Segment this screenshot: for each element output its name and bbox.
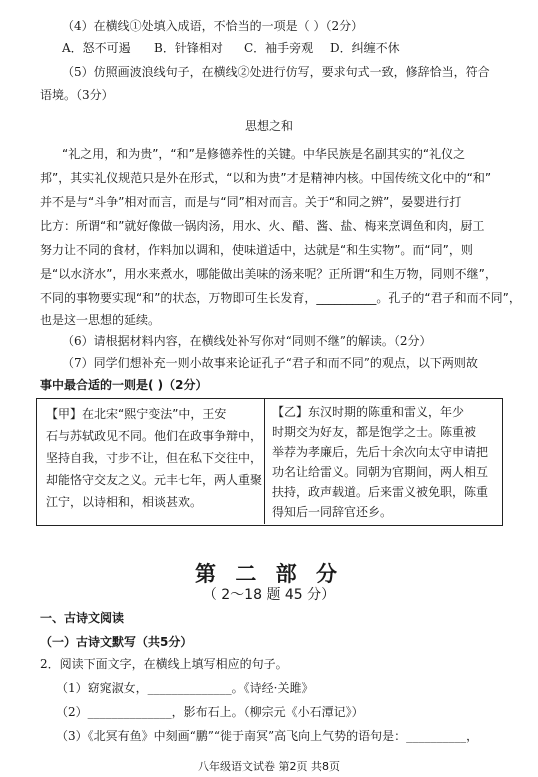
q5-line1: （5）仿照画波浪线句子，在横线②处进行仿写，要求句式一致，修辞恰当，符合 bbox=[62, 65, 490, 79]
q2-stem: 2．阅读下面文字，在横线上填写相应的句子。 bbox=[40, 657, 288, 671]
q5-line2: 语境。（3分） bbox=[40, 88, 114, 102]
q4-option-b: B．针锋相对 bbox=[154, 41, 223, 55]
recite-2: （2）______________，影布石上。（柳宗元《小石潭记》） bbox=[56, 705, 364, 719]
essay-line-6: 是“以水济水”，用水来煮水，哪能做出美味的汤来呢？正所谓“和生万物，同则不继”， bbox=[40, 267, 497, 281]
essay-line-2: 邦”，其实礼仪规范只是外在形式，“以和为贵”才是精神内核。中国传统文化中的“和” bbox=[40, 171, 492, 185]
recite-3: （3）《北冥有鱼》中刻画“鹏”“徙于南冥”高飞向上气势的语句是：__________， bbox=[56, 729, 479, 743]
recite-1: （1）窈窕淑女，______________。《诗经·关雎》 bbox=[56, 681, 314, 695]
story-b-line-1: 【乙】东汉时期的陈重和雷义，年少 bbox=[272, 405, 465, 419]
q6-stem: （6）请根据材料内容，在横线处补写你对“同则不继”的解读。（2分） bbox=[62, 334, 432, 348]
q4-stem: （4）在横线①处填入成语，不恰当的一项是（ ）（2分） bbox=[62, 19, 364, 33]
essay-line-3: 并不是与“斗争”相对而言，而是与“同”相对而言。关于“和同之辨”，晏婴进行打 bbox=[40, 195, 462, 209]
q7-line2: 事中最合适的一则是( )（2分） bbox=[40, 378, 208, 392]
story-a-line-4: 却能恪守交友之义。元丰七年，两人重聚 bbox=[46, 473, 263, 487]
q7-line1: （7）同学们想补充一则小故事来论证孔子“君子和而不同”的观点，以下两则故 bbox=[62, 356, 478, 370]
q4-option-c: C．袖手旁观 bbox=[244, 41, 314, 55]
story-a-line-3: 坚持自我，寸步不让，但在私下交往中， bbox=[46, 451, 263, 465]
essay-line-5: 努力让不同的食材，作料加以调和，使味道适中，达就是“和生实物”。而“同”，则 bbox=[40, 243, 473, 257]
story-a-line-5: 江宁，以诗相和，相谈甚欢。 bbox=[46, 495, 203, 509]
part2-title: 第 二 部 分 bbox=[195, 562, 343, 586]
story-b-line-6: 得知后一同辞官还乡。 bbox=[272, 505, 393, 519]
story-b-line-3: 举荐为孝廉后，先后十余次向太守申请把 bbox=[272, 445, 489, 459]
q4-option-d: D．纠缠不休 bbox=[330, 41, 400, 55]
sub1-heading: （一）古诗文默写（共5分） bbox=[40, 635, 193, 649]
section1-heading: 一、古诗文阅读 bbox=[40, 611, 125, 625]
essay-line-1: “礼之用，和为贵”，“和”是修德养性的关键。中华民族是名副其实的“礼仪之 bbox=[62, 147, 466, 161]
story-b-line-2: 时期交为好友，都是饱学之士。陈重被 bbox=[272, 425, 477, 439]
essay-title: 思想之和 bbox=[244, 119, 293, 133]
story-a-line-2: 石与苏轼政见不同。他们在政事争辩中， bbox=[46, 429, 263, 443]
story-b-line-5: 扶持，政声载道。后来雷义被免职，陈重 bbox=[272, 485, 489, 499]
essay-line-7: 不同的事物要实现“和”的状态，万物即可生长发育，__________。孔子的“君子和而不同”， bbox=[40, 291, 521, 305]
story-b-line-4: 功名让给雷义。同朝为官期间，两人相互 bbox=[272, 465, 489, 479]
story-a-line-1: 【甲】在北宋“熙宁变法”中，王安 bbox=[46, 407, 227, 421]
page-footer: 八年级语文试卷 第2页 共8页 bbox=[198, 760, 340, 773]
q4-option-a: A．怒不可遏 bbox=[62, 41, 131, 55]
essay-line-4: 比方：所谓“和”就好像做一锅肉汤，用水、火、醋、酱、盐、梅来烹调鱼和肉，厨工 bbox=[40, 219, 485, 233]
stories-divider bbox=[264, 398, 265, 524]
part2-subtitle: （ 2～18 题 45 分） bbox=[202, 587, 336, 603]
essay-line-8: 也是这一思想的延续。 bbox=[40, 313, 161, 327]
